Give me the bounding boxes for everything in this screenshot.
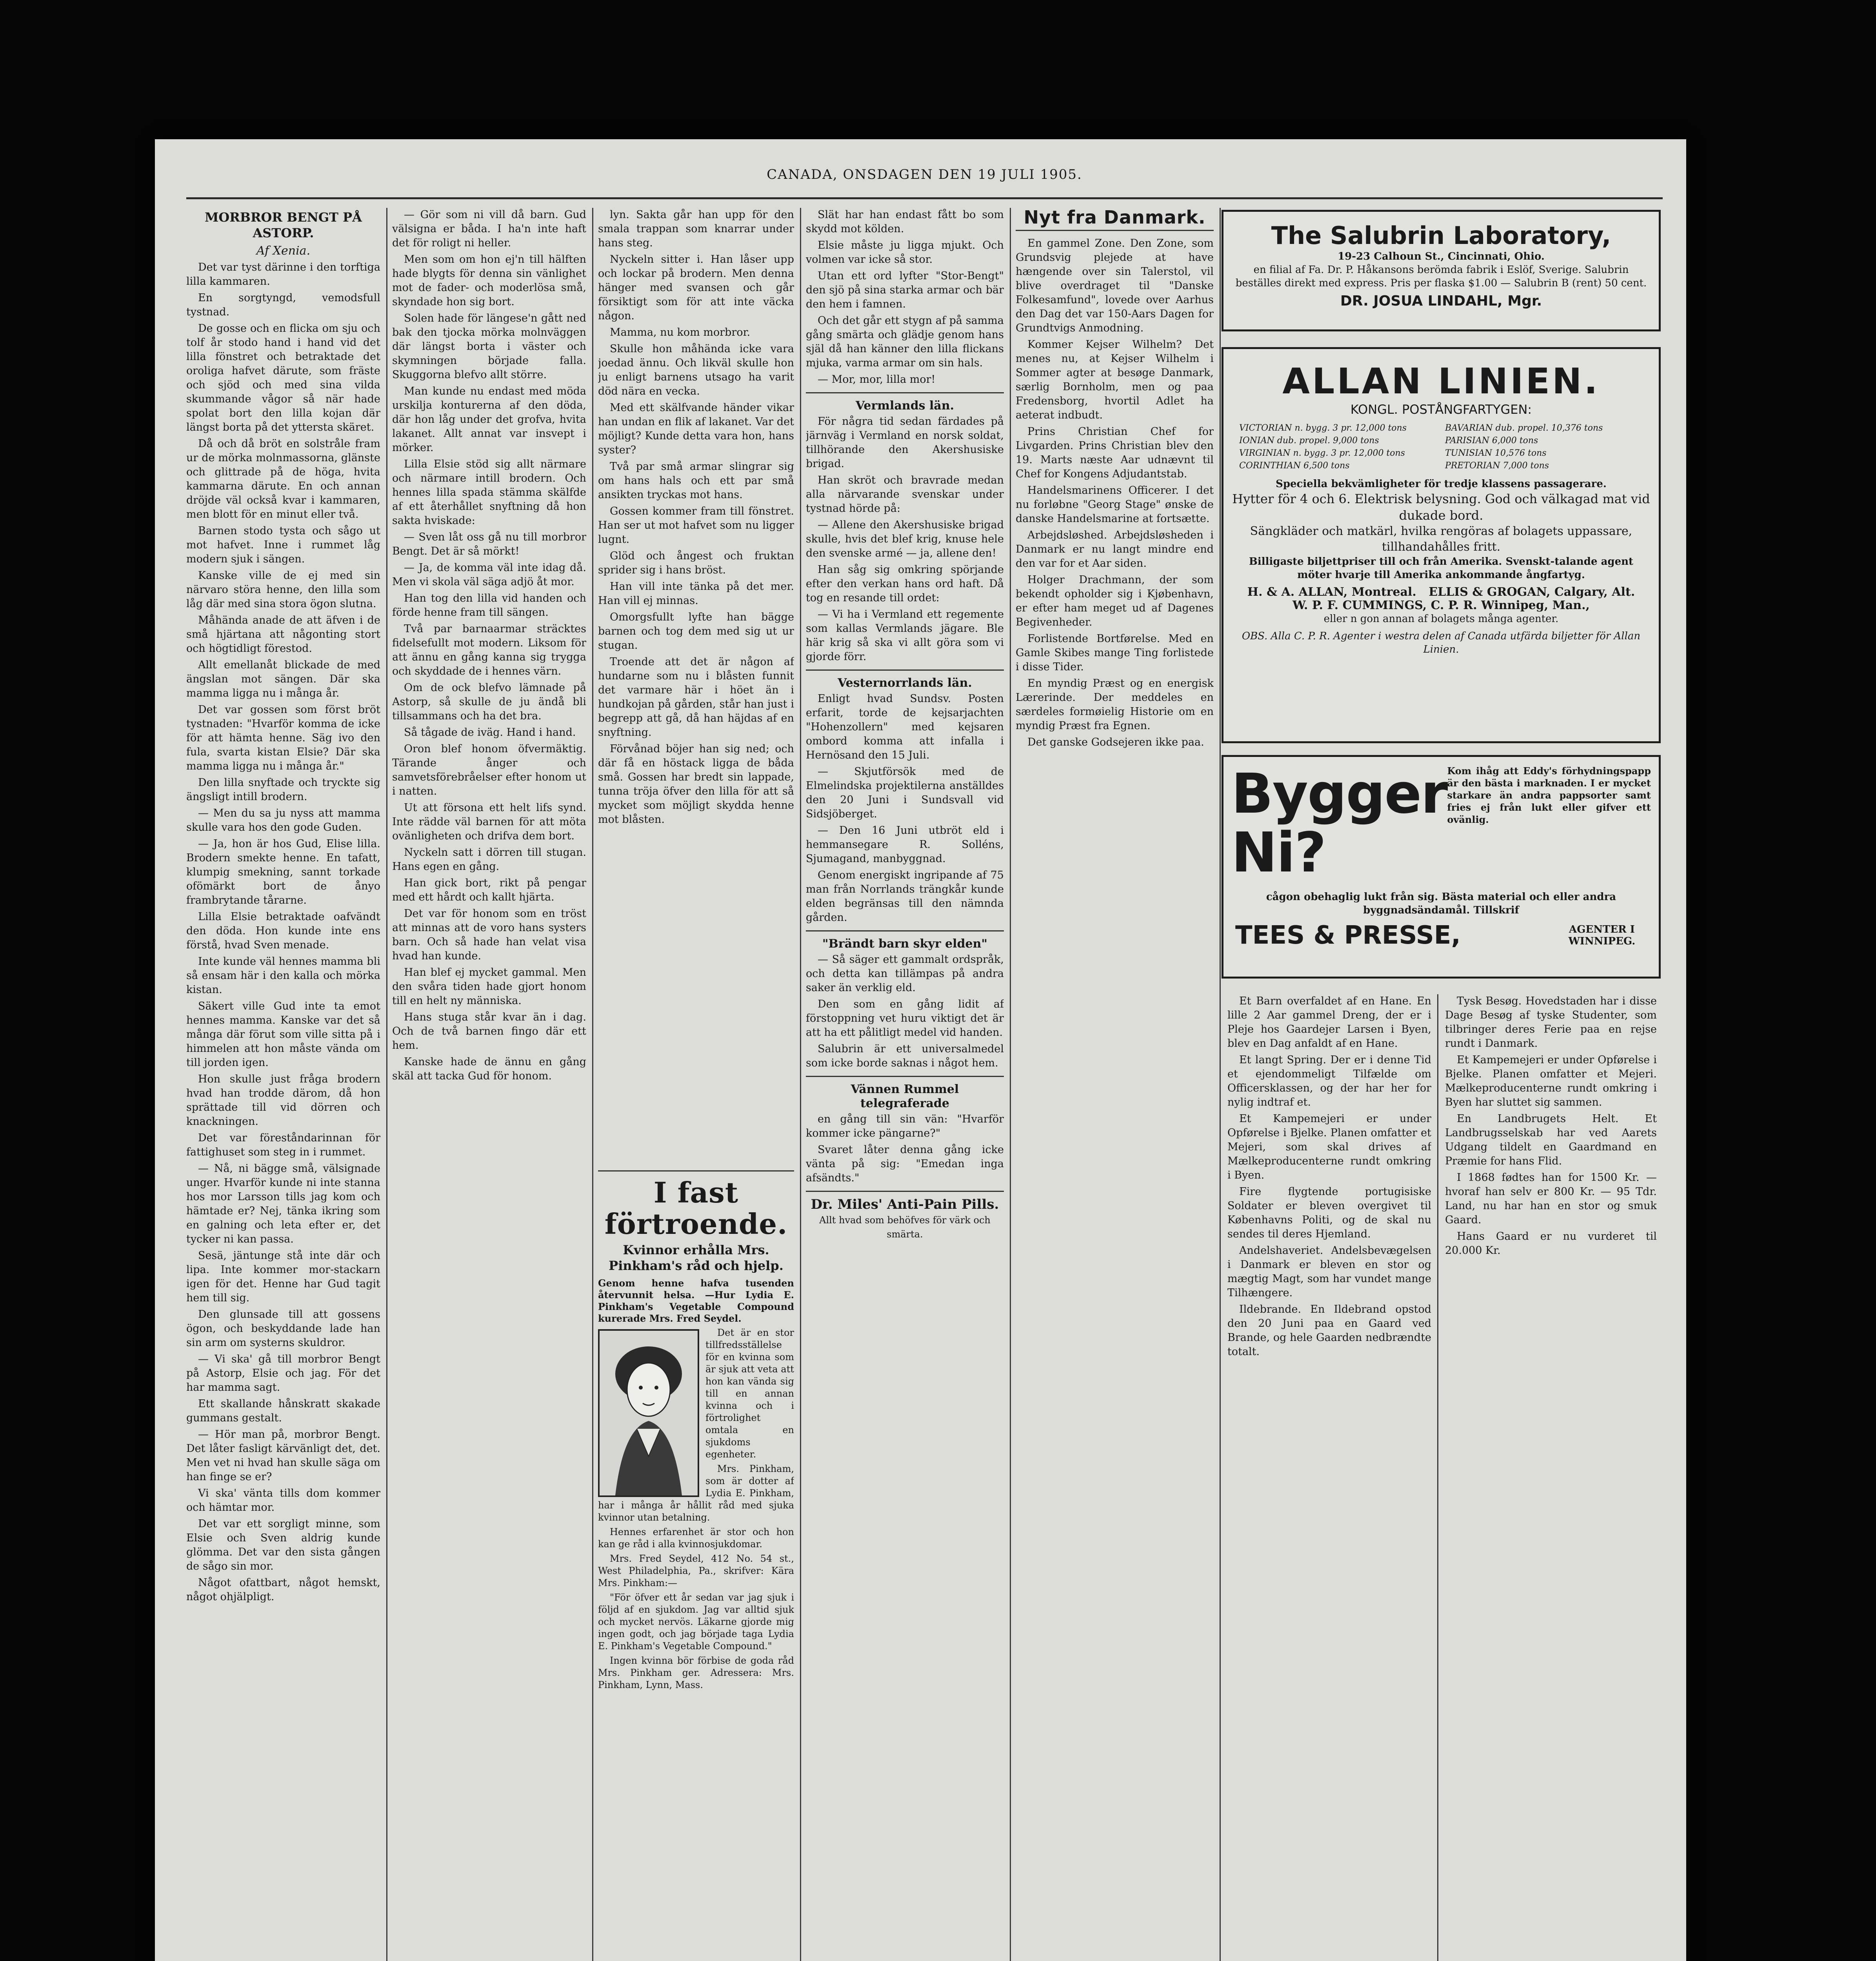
paragraph: Ildebrande. En Ildebrand opstod den 20 Juni paa en Gaard ved Brande, og hele Gaarden nedbrændte totalt. [1227,1303,1431,1358]
danish-section-title: Nyt fra Danmark. [1023,208,1206,228]
column-divider [1010,208,1011,1961]
ad-headline: I fast förtroende. [604,1176,788,1241]
paragraph: Hon skulle just fråga brodern hvad han trodde därom, då hon sprättade till vid dörren och knackningen. [186,1073,380,1128]
paragraph: Fire flygtende portugisiske Soldater er bleven overgivet til Københavns Politi, og de skal nu sendes til deres Hjemland. [1227,1186,1431,1240]
paragraph: Elsie måste ju ligga mjukt. Och volmen var icke så stor. [806,239,1004,266]
paragraph: I 1868 fødtes han for 1500 Kr. — hvoraf han selv er 800 Kr. — 95 Tdr. Land, nu har han en stor og smuk Gaard. [1445,1172,1657,1226]
paragraph: Det var tyst därinne i den torftiga lilla kammaren. [186,261,380,287]
paragraph: En sorgtyngd, vemodsfull tystnad. [186,292,380,318]
allan-subtitle: KONGL. POSTÅNGFARTYGEN: [1350,402,1532,417]
paragraph: Et Kampemejeri er under Opførelse i Bjelke. Planen omfatter et Mejeri. Mælkeproducenterne rundt omkring i Byen har sluttet sig sammen. [1445,1054,1657,1108]
paragraph: Man kunde nu endast med möda urskilja konturerna af den döda, där hon låg under det grofva, hvita lakanet. Allt annat var insvept i mörker. [392,385,586,454]
column-divider [1437,994,1438,1961]
allan-features: Hytter för 4 och 6. Elektrisk belysning. God och välkagad mat vid dukade bord. [1232,491,1650,523]
paragraph: Utan ett ord lyfter "Stor-Bengt" den sjö på sina starka armar och bär den hem i famnen. [806,270,1004,310]
paragraph: — Mor, mor, lilla mor! [818,373,936,386]
allan-note: Speciella bekvämligheter för tredje klassens passagerare. [1276,478,1607,490]
paragraph: — Sven låt oss gå nu till morbror Bengt. Det är så mörkt! [392,531,586,557]
vermland-head: Vermlands län. [855,399,954,413]
paragraph: Mamma, nu kom morbror. [610,326,751,338]
paragraph: Et Kampemejeri er under Opførelse i Bjelke. Planen omfatter et Mejeri, som skal drives af Mælkeproducenterne rundt omkring i Byen. [1227,1113,1431,1181]
paragraph: Förvånad böjer han sig ned; och där få en höstack ligga de båda små. Gossen har bredt sin lappade, tunna tröja öfver den lilla för att så mycket som möjligt skydda henne mot blåsten. [598,743,794,826]
woman-portrait-icon [600,1331,698,1495]
paragraph: Vi ska' vänta tills dom kommer och hämtar mor. [186,1487,380,1513]
column-5 [1016,208,1214,1961]
paragraph: Så tågade de iväg. Hand i hand. [404,726,576,739]
paragraph: De gosse och en flicka om sju och tolf år stodo hand i hand vid det lilla fönstret och betraktade det oroliga hafvet därute, som fräste och sjöd och med sina vilda skummande vågor så när hade spolat bort den lilla kojan där längst borta på det yttersta skäret. [186,322,380,433]
paragraph: Slät har han endast fått bo som skydd mot kölden. [806,209,1004,235]
allan-agents-3: eller n gon annan af bolagets många agenter. [1323,613,1559,625]
paragraph: Ett skallande hånskratt skakade gummans gestalt. [186,1398,380,1424]
col1-text [186,260,380,1604]
paragraph: Då och då bröt en solstråle fram ur de mörka molnmassorna, glänste och glittrade på de höga, hvita kammarna därute. En och annan dröjde väl också kvar i kammaren, men blott för en minut eller två. [186,438,380,520]
paragraph: En gammel Zone. Den Zone, som Grundsvig plejede at have hængende over sin Talerstol, vil blive overdraget til "Danske Folkesamfund", lovede over Aarhus den Dag det var 150-Aars Dagen for Grundtvigs Anmodning. [1016,237,1214,334]
paragraph: Mrs. Pinkham, som är dotter af Lydia E. Pinkham, har i många år hållit råd med sjuka kvinnor utan betalning. [598,1463,794,1523]
col7-text [1445,994,1657,1258]
paragraph: Han vill inte tänka på det mer. Han vill ej minnas. [598,580,794,607]
col2-text [392,208,586,1083]
anti-pain-ad-title: Dr. Miles' Anti-Pain Pills. [811,1197,999,1212]
paragraph: Det var ett sorgligt minne, som Elsie och Sven aldrig kunde glömma. Det var den sista gången de sågo sin mor. [186,1518,380,1572]
paragraph: Något ofattbart, något hemskt, något ohjälpligt. [186,1577,380,1603]
brandt-barn-head: "Brändt barn skyr elden" [822,937,988,951]
column-1 [186,208,380,1961]
column-6 [1227,994,1431,1961]
paragraph: En Landbrugets Helt. Et Landbrugsselskab har ved Aarets Udgang tildelt en Gaardmand en Præmie for hans Flid. [1445,1113,1657,1167]
col3-text [598,208,794,1165]
paragraph: Inte kunde väl hennes mamma bli så ensam här i den kalla och mörka kistan. [186,955,380,996]
paragraph: Enligt hvad Sundsv. Posten erfarit, torde de kejsarjachten "Hohenzollern" med kejsaren ombord komma att infalla i Hernösand den 15 Juli. [806,693,1004,761]
vesternorrland-text [806,692,1004,925]
allan-features-2: Sängkläder och matkärl, hvilka rengöras af bolagets uppassare, tillhandahålles fritt. [1250,524,1632,554]
bygger-agent: AGENTER I WINNIPEG. [1568,924,1636,947]
paragraph: Solen hade för längese'n gått ned bak den tjocka mörka molnväggen där längst borta i väster och skymningen började falla. Skuggorna blefvo allt större. [392,312,586,381]
section-rule [1016,230,1214,231]
ship-entry: PARISIAN 6,000 tons [1445,436,1538,446]
bygger-company: TEES & PRESSE, [1235,921,1461,950]
paragraph: Nyckeln satt i dörren till stugan. Hans egen en gång. [392,846,586,873]
paragraph: Två par små armar slingrar sig om hans hals och ett par små ansikten tryckas mot hans. [598,460,794,501]
paragraph: — Vi ska' gå till morbror Bengt på Astorp, Elsie och jag. För det har mamma sagt. [186,1353,380,1393]
paragraph: Ingen kvinna bör förbise de goda råd Mrs. Pinkham ger. Adressera: Mrs. Pinkham, Lynn, Mass. [598,1655,794,1690]
paragraph: — Gör som ni vill då barn. Gud välsigna er båda. I ha'n inte haft det för roligt ni heller. [392,209,586,249]
paragraph: Handelsmarinens Officerer. I det nu forløbne "Georg Stage" ønske de danske Handelsmarine at fortsætte. [1016,484,1214,525]
ad-subheadline: Kvinnor erhålla Mrs. Pinkham's råd och hjelp. [609,1242,783,1273]
paragraph: Barnen stodo tysta och sågo ut mot hafvet. Inne i rummet låg modern sjuk i sängen. [186,525,380,565]
section-rule [598,1170,794,1172]
section-rule [806,930,1004,931]
paragraph: — Allene den Akershusiske brigad skulle, hvis det blef krig, knuse hele den svenske armé — ja, allene den! [806,519,1004,559]
col4-intro [806,208,1004,387]
paragraph: — Den 16 Juni utbröt eld i hemmansegare R. Solléns, Sjumagand, manbyggnad. [806,824,1004,865]
paragraph: Et langt Spring. Der er i denne Tid et ejendommeligt Tilfælde om Officersklassen, og der har her for nylig indtraf et. [1227,1054,1431,1108]
portrait-illustration [598,1329,699,1497]
paragraph: — Hör man på, morbror Bengt. Det låter fasligt kärvänligt det, det. Men vet ni hvad han skulle säga om han finge se er? [186,1428,380,1483]
paragraph: Hennes erfarenhet är stor och hon kan ge råd i alla kvinnosjukdomar. [598,1526,794,1550]
paragraph: Måhända anade de att äfven i de små hjärtana att någonting stort och högtidligt förestod. [186,614,380,655]
paragraph: Troende att det är någon af hundarne som nu i blåsten funnit det varmare här i höet än i hundkojan på gården, står han just i begrepp att gå, då han häjdas af en snyftning. [598,656,794,739]
paragraph: — Nå, ni bägge små, välsignade unger. Hvarför kunde ni inte stanna hos mor Larsson tills jag kom och hämtade er? Nej, tänka ikring som en galning och leta efter er, det tycker ni kan passa. [186,1162,380,1245]
rummel-text [806,1112,1004,1185]
col6-text [1227,994,1431,1359]
section-rule [806,392,1004,393]
paragraph: Den som en gång lidit af förstoppning vet huru viktigt det är att ha ett pålitligt medel vid handen. [806,998,1004,1039]
paragraph: "För öfver ett år sedan var jag sjuk i följd af en sjukdom. Jag var alltid sjuk och mycket nervös. Läkarne gjorde mig ingen godt, och jag började taga Lydia E. Pinkham's Vegetable Compound." [598,1592,794,1652]
ship-entry: TUNISIAN 10,576 tons [1445,448,1547,458]
paragraph: Et Barn overfaldet af en Hane. En lille 2 Aar gammel Dreng, der er i Pleje hos Gaardejer Larsen i Byen, blev en Dag anfaldt af en Hane. [1227,995,1431,1050]
paragraph: — Ja, de komma väl inte idag då. Men vi skola väl säga adjö åt mor. [392,562,586,588]
paragraph: Mrs. Fred Seydel, 412 No. 54 st., West Philadelphia, Pa., skrifver: Kära Mrs. Pinkham:— [598,1553,794,1588]
paragraph: Genom energiskt ingripande af 75 man från Norrlands trängkår kunde elden begränsas till den nämnda gården. [806,869,1004,924]
column-2 [392,208,586,1961]
rummel-head: Vännen Rummel telegraferade [851,1082,959,1110]
ship-entry: IONIAN dub. propel. 9,000 tons [1239,436,1379,446]
paragraph: Sesä, jäntunge stå inte där och lipa. Inte kommer mor-stackarn igen för det. Henne har Gud tagit hem till sig. [186,1250,380,1304]
bygger-ni-ad [1222,755,1661,979]
bygger-subtext: cågon obehaglig lukt från sig. Bästa material och eller andra byggnadsändamål. Tillskrif [1266,891,1616,916]
story-byline: Af Xenia. [256,244,311,258]
salubrin-ad [1222,210,1661,331]
story-headline: MORBROR BENGT PÅ ASTORP. [205,210,362,240]
ship-entry: BAVARIAN dub. propel. 10,376 tons [1445,423,1603,433]
ship-entry: CORINTHIAN 6,500 tons [1239,461,1350,471]
ship-entry: VICTORIAN n. bygg. 3 pr. 12,000 tons [1239,423,1407,433]
paragraph: — Ja, hon är hos Gud, Elise lilla. Brodern smekte henne. En tafatt, klumpig smekning, sannt torkade ofömärkt bort de ånyo frambrytande tårarne. [186,838,380,906]
paragraph: Salubrin är ett universalmedel som icke borde saknas i något hem. [806,1043,1004,1069]
paragraph: Kommer Kejser Wilhelm? Det menes nu, at Kejser Wilhelm i Sommer agter at besøge Danmark, særlig Bornholm, men og paa Fredensborg, hvortil Adlet ha aeterat indbudt. [1016,338,1214,421]
newspaper-page [155,139,1686,1961]
paragraph: Svaret låter denna gång icke vänta på sig: "Emedan inga afsändts." [806,1144,1004,1184]
ship-list [1223,417,1659,477]
section-rule [806,669,1004,671]
paragraph: Prins Christian Chef for Livgarden. Prins Christian blev den 19. Marts næste Aar udnævnt til Chef for Kongens Adjudantstab. [1016,426,1214,480]
paragraph: Nyckeln sitter i. Han låser upp och lockar på brodern. Men denna hänger med svansen och går försiktigt som för att inte väcka någon. [598,253,794,322]
column-divider [1220,208,1221,1961]
allan-title: ALLAN LINIEN. [1282,361,1600,402]
column-4 [806,208,1004,1961]
allan-agents-1: H. & A. ALLAN, Montreal. ELLIS & GROGAN, Calgary, Alt. [1247,585,1635,599]
bygger-text: Kom ihåg att Eddy's förhydningspapp är den bästa i marknaden. I er mycket starkare än andra pappsorter samt fries ej från lukt eller gifver ett ovänlig. [1447,765,1651,825]
column-divider [800,208,801,1961]
column-divider [592,208,593,1961]
danish-news [1016,236,1214,749]
column-7 [1445,994,1657,1961]
brandt-barn-text [806,953,1004,1070]
paragraph: Han tog den lilla vid handen och förde henne fram till sängen. [392,592,586,618]
allan-tickets: Billigaste biljettpriser till och från Amerika. Svenskt-talande agent möter hvarje till Amerika ankommande ångfartyg. [1249,556,1634,581]
paragraph: Skulle hon måhända icke vara joedad ännu. Och likväl skulle hon ju enligt barnens utsago ha varit död nära en vecka. [598,343,794,397]
paragraph: Med ett skälfvande händer vikar han undan en flik af lakanet. Var det möjligt? Kunde detta vara hon, hans syster? [598,402,794,456]
paragraph: Det är en stor tillfredsställelse för en kvinna som är sjuk att veta att hon kan vända sig till en annan kvinna och i förtrolighet omtala en sjukdoms egenheter. [705,1327,794,1460]
ad-intro: Genom henne hafva tusenden återvunnit helsa. —Hur Lydia E. Pinkham's Vegetable Compound kurerade Mrs. Fred Seydel. [598,1277,794,1324]
paragraph: Två par barnaarmar sträcktes fidelsefullt mot modern. Liksom för att ännu en gång kanna sig trygga och skyddade de i hennes värn. [392,623,586,677]
header-rule [186,197,1663,199]
section-rule [806,1076,1004,1077]
paragraph: — Vi ha i Vermland ett regemente som kallas Vermlands jägare. Ble här krig så ska vi allt göra som vi gjorde förr. [806,608,1004,663]
column-divider [386,208,387,1961]
page-header [186,167,1663,190]
paragraph: Kanske ville de ej med sin närvaro störa henne, den lilla som låg där med sina stora ögon slutna. [186,569,380,610]
allan-agents-2: W. P. F. CUMMINGS, C. P. R. Winnipeg, Man., [1292,598,1590,612]
paragraph: Och det går ett stygn af på samma gång smärta och glädje genom hans själ då han känner den lilla flickans mjuka, varma armar om sin hals. [806,315,1004,369]
column-3 [598,208,794,1961]
paragraph: Säkert ville Gud inte ta emot hennes mamma. Kanske var det så många där förut som ville sitta på i himmelen att hon måste vända om till jorden igen. [186,1000,380,1069]
paragraph: En myndig Præst og en energisk Lærerinde. Der meddeles en særdeles formøielig Historie om en myndig Præst fra Egnen. [1016,677,1214,732]
allan-obs: OBS. Alla C. P. R. Agenter i westra delen af Canada utfärda biljetter för Allan Linien. [1242,630,1641,655]
paragraph: en gång till sin vän: "Hvarför kommer icke pängarne?" [806,1113,1004,1139]
salubrin-address: 19-23 Calhoun St., Cincinnati, Ohio. [1338,251,1545,262]
bygger-title: Bygger Ni? [1231,762,1447,885]
paragraph: Lilla Elsie stöd sig allt närmare och närmare intill brodern. Och hennes lilla spada stämma skälfde af ett återhållet snyftning då hon sakta hviskade: [392,458,586,527]
paragraph: Allt emellanåt blickade de med ängslan mot sängen. Där ska mamma ligga nu i många år. [186,659,380,699]
paragraph: Han såg sig omkring spörjande efter den verkan hans ord haft. Då tog en resande till ordet: [806,564,1004,604]
paragraph: Arbejdsløshed. Arbejdsløsheden i Danmark er nu langt mindre end den var for et Aar siden. [1016,529,1214,569]
paragraph: — Men du sa ju nyss att mamma skulle vara hos den gode Guden. [186,807,380,833]
salubrin-title: The Salubrin Laboratory, [1271,221,1611,250]
paragraph: Ut att försona ett helt lifs synd. Inte rädde väl barnen för att möta ovänligheten och drifva dem bort. [392,802,586,842]
paragraph: Den lilla snyftade och tryckte sig ängsligt intill brodern. [186,777,380,803]
paragraph: Lilla Elsie betraktade oafvändt den döda. Hon kunde inte ens förstå, hvad Sven menade. [186,911,380,951]
paragraph: Hans Gaard er nu vurderet til 20.000 Kr. [1445,1230,1657,1257]
ship-entry: VIRGINIAN n. bygg. 3 pr. 12,000 tons [1239,448,1405,458]
paragraph: Kanske hade de ännu en gång skäl att tacka Gud för honom. [392,1056,586,1082]
paragraph: Tysk Besøg. Hovedstaden har i disse Dage Besøg af tyske Studenter, som tilbringer deres Ferie paa en rejse rundt i Danmark. [1445,995,1657,1050]
paragraph: Omorgsfullt lyfte han bägge barnen och tog dem med sig ut ur stugan. [598,611,794,651]
paragraph: Glöd och ångest och fruktan sprider sig i hans bröst. [598,550,794,576]
vermland-text [806,415,1004,664]
paragraph: Gossen kommer fram till fönstret. Han ser ut mot hafvet som nu ligger lugnt. [598,505,794,546]
paragraph: Andelshaveriet. Andelsbevægelsen i Danmark er bleven en stor og mægtig Magt, som har vundet mange Tilhængere. [1227,1244,1431,1299]
salubrin-manager: DR. JOSUA LINDAHL, Mgr. [1340,293,1542,309]
paragraph: Forlistende Bortførelse. Med en Gamle Skibes mange Ting forlistede i disse Tider. [1016,633,1214,673]
paragraph: — Så säger ett gammalt ordspråk, och detta kan tillämpas på andra saker än verklig eld. [806,953,1004,994]
salubrin-text: en filial af Fa. Dr. P. Håkansons berömda fabrik i Eslöf, Sverige. Salubrin beställes direkt med express. Pris per flaska $1.00 — Salubrin B (rent) 50 cent. [1235,264,1647,289]
paragraph: Den glunsade till att gossens ögon, och beskyddande lade han sin arm om systerns skuldror. [186,1308,380,1349]
paragraph: Hans stuga står kvar än i dag. Och de två barnen fingo där ett hem. [392,1011,586,1051]
paragraph: Oron blef honom öfvermäktig. Tärande ånger och samvetsförebråelser efter honom ut i natten. [392,743,586,797]
paragraph: Han skröt och bravrade medan alla närvarande svenskar under tystnad hörde på: [806,474,1004,515]
paragraph: Han blef ej mycket gammal. Men den svåra tiden hade gjort honom till en helt ny människa. [392,966,586,1007]
paragraph: Han gick bort, rikt på pengar med ett hårdt och kallt hjärta. [392,877,586,903]
paragraph: Det ganske Godsejeren ikke paa. [1027,736,1204,748]
anti-pain-ad-text: Allt hvad som behöfves för värk och smärta. [819,1215,991,1240]
paragraph: — Skjutförsök med de Elmelindska projektilerna anställdes den 20 Juni i Sundsvall vid Sidsjöberget. [806,766,1004,820]
paragraph: För några tid sedan färdades på järnväg i Vermland en norsk soldat, tillhörande den Akershusiske brigad. [806,415,1004,470]
allan-linien-ad [1222,347,1661,743]
paragraph: Men som om hon ej'n till hälften hade blygts för denna sin vänlighet mot de fader- och moderlösa små, skyndade hon sig bort. [392,253,586,308]
section-rule [806,1191,1004,1192]
paragraph: Det var föreståndarinnan för fattighuset som steg in i rummet. [186,1132,380,1158]
paragraph: Holger Drachmann, der som bekendt opholder sig i Kjøbenhavn, er efter ham meget ud af Dagenes Begivenheder. [1016,574,1214,628]
vesternorrland-head: Vesternorrlands län. [838,676,972,690]
paragraph: Det var gossen som först bröt tystnaden: "Hvarför komma de icke för att hämta henne. Säg ivo den fula, svarta kistan Elsie? Där ska mamma ligga nu i många år." [186,704,380,772]
paragraph: lyn. Sakta går han upp för den smala trappan som knarrar under hans steg. [598,209,794,249]
header-title: CANADA, ONSDAGEN DEN 19 JULI 1905. [767,167,1082,182]
paragraph: Om de ock blefvo lämnade på Astorp, så skulle de ju ändå bli tillsammans och ha det bra. [392,682,586,722]
paragraph: Det var för honom som en tröst att minnas att de voro hans systers barn. Och så hade han velat visa hvad han kunde. [392,908,586,962]
ship-entry: PRETORIAN 7,000 tons [1445,461,1549,471]
